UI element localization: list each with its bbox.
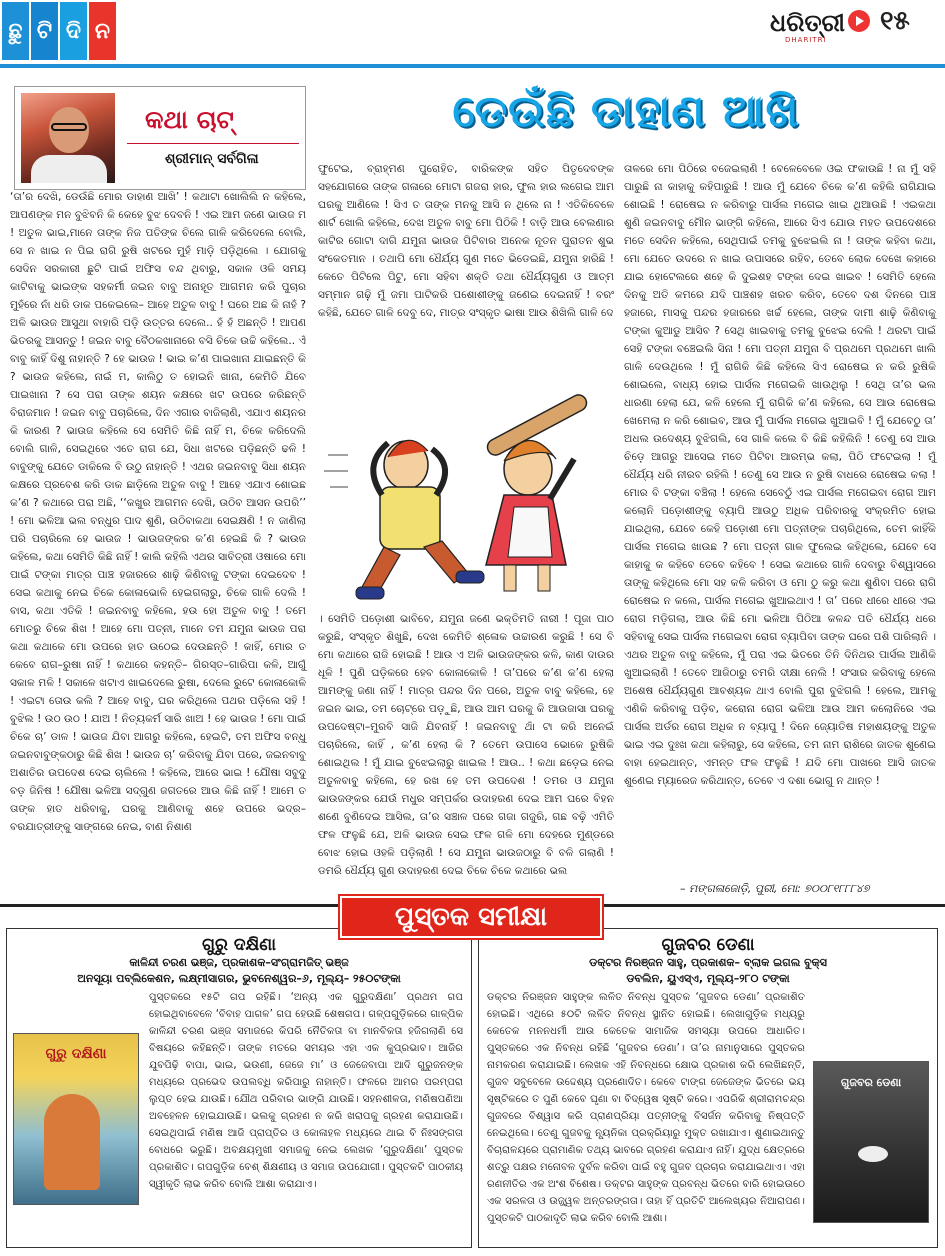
cover-title: ଗୁରୁ ଦକ୍ଷିଣା (45, 1046, 107, 1062)
book-meta-publisher: ଡବଲିନ, ୟୁଏସ୍‌ଏ, ମୂଲ୍ୟ–୨୮୦ ଟଙ୍କା (626, 972, 790, 985)
book-review-right (478, 928, 938, 1248)
book-meta-publisher: ଅନସୂୟା ପବ୍ଲିକେଶନ, ଲକ୍ଷ୍ମୀସାଗର, ଭୁବନେଶ୍ୱର–୬, ମୂଲ୍ୟ– ୨୫୦ଟଙ୍କା (77, 972, 401, 985)
brand-subtitle: DHARITRI (785, 36, 827, 44)
motion-lines (324, 455, 348, 487)
author-shirt (31, 155, 107, 183)
bird-icon (858, 1146, 888, 1162)
play-icon (848, 10, 870, 32)
column-divider (127, 143, 299, 144)
section-tile: ଟି (31, 2, 58, 60)
book-title: ଗୁଜବର ଡେଣା (661, 935, 755, 955)
angry-woman (486, 440, 574, 591)
author-glasses (51, 123, 87, 131)
book-review-left (6, 928, 472, 1248)
author-name: ଶ୍ରୀମାନ୍ ସର୍ବଗିଳା (165, 151, 259, 167)
review-text: ଡକ୍ଟର ନିରଞ୍ଜନ ସାହୁଙ୍କ ଲଳିତ ନିବନ୍ଧ ପୁସ୍ତକ ‘ଗୁଜବର ଡେଣା’ ପ୍ରକାଶିତ ହୋଇଛି। ଏଥିରେ ୫୦ଟି ଲଳିତ ନିବନ୍ଧ ସ୍ଥାନିତ ହୋଇଛି। ଲେଖାଗୁଡ଼ିକ ମଧ୍ୟରୁ କେତେକ ମନନଧର୍ମୀ ଆଉ କେତେକ ସାମାଜିକ ସମସ୍ୟା ଉପରେ ଆଧାରିତ। ପୁସ୍ତକରେ ଏକ ନିବନ୍ଧ ରହିଛି ‘ଗୁଜବର ଡେଣା’। ତା’ର ନାମାନୁସାରେ ପୁସ୍ତକର ନାମକରଣ କରାଯାଇଛି। ଲେଖକ ଏହି ନିବନ୍ଧରେ କ୍ଷୋଭ ପ୍ରକାଶ କରି ଲେଖିଛନ୍ତି, ଗୁଜବ ସବୁବେଳେ ଉଦ୍ଦେଶ୍ୟ ପ୍ରଣୋଦିତ। କେବେ ଟାଙ୍ଗ ଜେଜେଙ୍କ ଭିତରେ ଭୟ ସୃଷ୍ଟିକରେ ତ ପୁଣି କେବେ ଘୃଣା ବା ବିଦ୍ୱେଷ ସୃଷ୍ଟି କରେ। ଏପରିକି ଶ୍ରୀରାମଚନ୍ଦ୍ର ଗୁଜବରେ ବିଶ୍ୱାସ କରି ପ୍ରାଣପ୍ରିୟା ପତ୍ନୀଙ୍କୁ ବିସର୍ଜନ କରିବାକୁ ନିଷ୍ପତ୍ତି ନେଇଥିଲେ। ତେଣୁ ଗୁଜବକୁ ନ୍ୟୂନିକା ପ୍ରକ୍ରିୟାରୁ ମୁକ୍ତ ରଖାଯାଏ। ଶୁଣାଇଥାନ୍ତୁ ବିଚାରାଳୟରେ ପ୍ରାମାଣିକ ତଥ୍ୟ ଭାବରେ ଗ୍ରହଣ କରାଯାଏ ନାହିଁ। ଯୁଦ୍ଧ କ୍ଷେତ୍ରରେ ଶତ୍ରୁ ପକ୍ଷର ମନୋବଳ ଦୁର୍ବଳ କରିବା ପାଇଁ ବହୁ ଗୁଜବ ପ୍ରଚାର କରାଯାଇଥାଏ। ଏହା ରଣନୀତିର ଏକ ଅଂଶ ବିଶେଷ। ଡକ୍ଟର ସାହୁଙ୍କ ପ୍ରବନ୍ଧ ଭିତରେ ବାରି ହୋଇଉଠେ ଏକ ସରଳତା ଓ ଉଜ୍ଜ୍ୱଳ ଅନ୍ତରଙ୍ଗତା। ତାହା ହିଁ ପ୍ରତିଟି ଆଲେଖ୍ୟର ନିଆରାପଣ। ପୁସ୍ତକଟି ପାଠକାଦୃତି ଲାଭ କରିବ ବୋଲି ଆଶା। (487, 992, 805, 1224)
cartoon-illustration (318, 395, 614, 607)
cover-title: ଗୁଜବର ଡେଣା (840, 1076, 902, 1089)
fleeing-man (356, 440, 484, 599)
book-title: ଗୁରୁ ଦକ୍ଷିଣା (201, 935, 277, 955)
book-cover-image (13, 1033, 139, 1205)
column-name: କଥା ଚାଟ୍ (145, 105, 234, 134)
section-tile: ଦି (60, 2, 87, 60)
review-banner: ପୁସ୍ତକ ସମୀକ୍ଷା (340, 896, 602, 938)
article-column-2-top: ଫୁଟେଇ, ବ୍ରାହ୍ମଣ ପୁରୋହିତ, ବାରିକଙ୍କ ସହିତ ପିତୃଦେବଙ୍କ ସହଯୋଗରେ ତାଙ୍କ ଗଳାରେ ମୋଟା ଗଜରା ହାର, ଫୁଲ ହାର ଲଗେଇ ଆମ ଘରକୁ ଆଣିଲେ ! ସିଏ ତ ତାଙ୍କ ମନକୁ ଆସି ନ ଥିଲେ ନା ! ଏତିକିବେଳେ ଶାର୍ଟ ଖୋଲି କହିଲେ, ଦେଖ ଅତୁଳ ବାବୁ ମୋ ପିଠିକି ! ବାଡ଼ି ଆଉ ବେଲଣାର କାଟିର ଗୋଟା ଦାଗି ଯମୁନା ଭାଉଜ ପିଟିବାର ଅନେକ ନୂତନ ପୁରାତନ ଶୁଭ ସଂକେତମାନ । ତଥାପି ମୋ ଧୈର୍ଯ୍ୟ ଗୁଣ ମତେ ଭିଡେଇଛି, ଯମୁନା ହାରିଛି ! କେତେ ପିଟିଲେ ପିଟୁ, ମୋ ସହିବା ଶକ୍ତି ତଥା ଧୈର୍ଯ୍ୟଗୁଣ ଓ ଆତ୍ମ ସମ୍ମାନ ଗଢ଼ି ମୁଁ ଜମା ପାଟିକରି ପଶୋଶୀଙ୍କୁ ଜଣେଇ ଦେଇନାହିଁ ! ବରଂ କହିଛି, ଯେତେ ଗାଳି ଦେବୁ ଦେ, ମାତ୍ର ସଂସ୍କୃତ ଭାଷା ଆଉ ଶିଖିଲି ଗାଳି ଦେ (318, 163, 614, 319)
masthead (0, 0, 945, 64)
book-cover-image (813, 1061, 929, 1223)
author-photo (21, 93, 115, 183)
review-text: ପୁସ୍ତକରେ ୧୫ଟି ଗପ ରହିଛି। ‘ଅନ୍ୟ ଏକ ଗୁରୁଦକ୍ଷିଣା’ ପ୍ରଥମ ଗପ ହୋଇଥିବାବେଳେ ‘ବିବାହ ପାଗଳ’ ଗପ ହେଉଛି ଶେଷଗପ। ଗଳ୍ପଗୁଡ଼ିକରେ ଗାଳ୍ପିକ କାଳିନ୍ଦୀ ଚରଣ ଭଞ୍ଜ ସମାଜରେ କିପରି ନୈତିକତା ବା ମାନବିକତା ହଜିଗଲାଣି ସେ ବିଷୟରେ କହିଛନ୍ତି। ତାଙ୍କ ମତରେ ସମୟର ଏହା ଏକ କୁପ୍ରଭାବ। ଆଜିର ଯୁବପିଢ଼ି ବାପା, ଭାଇ, ଭଉଣୀ, ଜେଜେ ମା’ ଓ ଜେଜେବାପା ଆଦି ଗୁରୁଜନଙ୍କ ମଧ୍ୟରେ ପ୍ରଭେଦ ଉପଲବ୍ଧି କରିପାରୁ ନାହାନ୍ତି। ଫଳରେ ଆମର ପରମ୍ପରା ଲୁପ୍ତ ହେଇ ଯାଉଛି। ଯୌଥ ପରିବାର ଭାଙ୍ଗି ଯାଉଛି। ସହନଶୀଳତା, ମଣିଷପଣିଆ ଅବହେଳନ ହୋଇଯାଉଛି। ଭଲକୁ ଗ୍ରହଣ ନ କରି ଖରାପକୁ ଗ୍ରହଣ କରାଯାଉଛି। ସେଇଥିପାଇଁ ମଣିଷ ଆଜି ପ୍ରାପ୍ତିର ଓ କୋଳାହଳ ମଧ୍ୟରେ ଥାଇ ବି ନିଃସଙ୍ଗତା ବୋଧରେ ଭରୁଛି। ଅବକ୍ଷୟମୁଖୀ ସମାଜକୁ ନେଇ ଲେଖକ ‘ଗୁରୁଦକ୍ଷିଣା’ ପୁସ୍ତକ ପ୍ରକାଶିତ। ଗପଗୁଡ଼ିକ ବେଶ୍ ଶିକ୍ଷଣୀୟ ଓ ସମାଜ ଉପଯୋଗୀ। ପୁସ୍ତକଟି ପାଠକୀୟ ସ୍ୱୀକୃତି ଲାଭ କରିବ ବୋଲି ଆଶା କରାଯାଏ। (149, 992, 463, 1190)
headline: ଡେଉଁଛି ଡାହାଣ ଆଖି (452, 86, 800, 137)
article-column-3: ତାଳରେ ମୋ ପିଠିରେ ବଜେଇଲାଣି ! ବେଳେବେଳେ ଓଇ ଫକାଉଛି ! ନା ମୁଁ ସହି ପାରୁଛି ନା କାହାକୁ କହିପାରୁଛି ! ଆଉ ମୁଁ ଯେବେ ଚିକେ କ’ଣ କହିଲି ରାଗିଯାଇ ଶୋଇଛି ! ରୋଷେଇ ନ କରିବାରୁ ପାର୍ସଲ ମଗେଇ ଖାଇ ଥିଆଉଛି ! ଏଇକଥା ଶୁଣି ଜଇନବାବୁ ମୌନ ଭାଙ୍ଗି କହିଲେ, ଆରେ ସିଏ ଯୋଉ ମହତ ଉପଦେଶରେ ମତେ ସେଦିନ କହିଲେ, ସେଥିପାଇଁ ତମକୁ ବୁଝେଇଲି ନା ! ତାଙ୍କ କହିବା କଥା, ମୋ ଯେତେ ଉଦରେ ନ ଖାଇ ଉପାସରେ ରହିବ, ତେବେ ଲୋକ ଦେଖେ କହାରେ ଯାଇ ହୋଟେଲରେ ଶହେ କି ଦୁଇଶହ ଟଙ୍କା ଦେଇ ଖାଇବ ! ସେମିତି ହେଲେ ଦିନକୁ ଅତି କମରେ ଯଦି ପାଞ୍ଚଶହ ଖରଚ କରିବ, ତେବେ ଦଶ ଦିନରେ ପାଞ୍ଚ ହଜାରେ, ମାସକୁ ପନ୍ଦର ହଜାରରେ ଖର୍ଚ୍ଚ ହେଲେ, ତାଙ୍କ ଦାମୀ ଶାଢ଼ି କିଣିବାକୁ ଟଙ୍କା କୁଆଡୁ ଆସିବ ? ସେଥି ଖାଇବାକୁ ତମକୁ ବୁଝେଇ ଦେଲି ! ଥରଟା ପାଇଁ ସେହି ଟଙ୍କା ବଞ୍ଚେଇଲି ସିନା ! ମୋ ପତ୍ନୀ ଯମୁନା ବି ପ୍ରଥମେ ପ୍ରଥମେ ଖାଲି ଗାଳି ଦେଉଥିଲେ ! ମୁଁ ରାଗିକି କିଛି କହିଲେ ସିଏ ରୋଷେଇ ନ କରି ରୁଷିକି ଶୋଇଲେ, ବାଧ୍ୟ ହୋଇ ପାର୍ସଲ ମଗେଇକି ଖାଉଥିଲୁ ! ସେଥି ତା’ର ଭଲ ଧାରଣା ହେଲା ଯେ, କଳି ହେଲେ ମୁଁ ରାଗିକି କ’ଣ କହିଲେ, ସେ ଆଉ ରୋଷେଇ ଖେମେଲା ନ କରି ଶୋଇବ, ଆଉ ମୁଁ ପାର୍ସଲ ମଗେଇ ଖୁଆଇବି ! ମୁଁ ଯେବେଠୁ ତା’ ଅଧଲ ଉଦେଶ୍ୟ ବୁଝିଗଲି, ସେ ଗାଳି କଲେ ବି କିଛି କହିଲିନି ! ତେଣୁ ସେ ଆଉ ଚିଡ଼େ ଆଗରୁ ଆସେଇ ମତେ ପିଟିବା ଆରମ୍ଭ କଲା, ପିଠି ଫଟେଇଲା ! ମୁଁ ଧୈର୍ଯ୍ୟ ଧରି ନୀରବ ରହିଲି ! ତେଣୁ ସେ ଆଉ ନ ରୁଷି ବାଧରେ ରୋଷେଇ କଲା ! ମୋର ବି ଟଙ୍କା ବଞ୍ଚିଲା ! ହେଲେ ସେବେଠୁଁ ଏଇ ପାର୍ସଲ ମଗେଇବା ରୋଗ ଆମ କଲୋନି ପଡ଼ୋଶୀଙ୍କୁ ବ୍ୟାପି ଆଉଠୁ ଅଧିକ ପରିବାରକୁ ସଂକ୍ରମିତ ହୋଇ ଯାଇଥିଲା, ଯେବେ କେହି ପଡ଼ୋଶୀ ମୋ ପତ୍ନୀଙ୍କ ପଚାରିଥିଲେ, ତେମ କାହିଁକି ପାର୍ସଲ ମଗେଇ ଖାଉଛ ? ମୋ ପତ୍ନୀ ଗାଳ ଫୁଲେଇ କହିଥିଲେ, ଯେବେ ସେ କାହାକୁ କ କହିବେ ତେବେ କହିବେ ! ସେଇ କଥାରେ ଗାଳି ଦେବାରୁ ବିଶ୍ୱାସରେ ତାଙ୍କୁ କହିଥିଲେ ମୋ ସହ କଳି କରିବା ଓ ମୋ ଠୁ କରୁ କଥା ଶୁଣିବା ପରେ ରାଗି ରୋଷେଇ ନ କଲେ, ପାର୍ସଲ ମଗେଇ ଖୁଆଇଥାଏ ! ତା’ ପରେ ଧୀରେ ଧୀରେ ଏଇ ରୋଗ ମଡ଼ିଗଲା, ଆଉ କିଛି ମୋ ଭଳିଆ ପିଠିଆ କଳନ୍ଦ ପତି ଧୈର୍ଯ୍ୟ ଧରେ ସହିବାକୁ ସେଇ ପାର୍ସଲ ମଗେଇବା ରୋଗ ବ୍ୟାପିବା ତାଙ୍କ ଘରେ ପଶି ପାରିଲାନି । ଏଥର ଅତୁଳ ବାବୁ କହିଲେ, ମୁଁ ପରା ଏଇ ଭିତରେ ତିନି ଦିନିଥର ପାର୍ସଲ ଆଣିକି ଖୁଆଇଲାଣି ! ତେବେ ଆଜିଠାରୁ ଚମରି ଦୀକ୍ଷା ନେଲି ! ସଂସାର କରିବାକୁ ହେଲେ ଅଶେଷ ଧୈର୍ଯ୍ୟଗୁଣ ଆବଶ୍ୟକ ଥାଏ ବୋଲି ପୁରା ବୁଝିଗଲି ! ହେଲେ, ଆମକୁ ଏଣିକି କରିବାକୁ ପଡ଼ିବ, କରୋନା ରୋଗ ଭଳିଆ ଆଉ ଆମ କଲୋନିରେ ଏଇ ପାର୍ସଲ ଅର୍ଡର ରୋଗ ଅଧିକ ନ ବ୍ୟାପୁ ! ଦିନେ ଜ୍ୟୋତିଷ ମହାଶୟଙ୍କୁ ଅତୁଳ ଭାଇ ଏଇ ଦୁଃଖ କଥା କହିଲାରୁ, ସେ କହିଲେ, ତମ ନାମ ରାଶିରେ ଜାତକ ଶୁଣେଇ ବାହା ହେଇଥାନ୍ତ, ଏମନ୍ତ ଫଳ ଫଳୁଛି ! ଯଦି ମୋ ପାଖରେ ଆସି ଜାତକ ଶୁଣେଇ ମ୍ୟାରେଜ କରିଥାନ୍ତ, ତେବେ ଏ ଦଶା ଭୋଗୁ ନ ଥାନ୍ତ ! (624, 163, 936, 787)
book-meta-author: କାଳିନ୍ଦୀ ଚରଣ ଭଞ୍ଜ, ପ୍ରକାଶକ–ସଂଗ୍ରାମଜିତ୍ ଭଞ୍ଜ (129, 956, 349, 969)
cover-figure (44, 1094, 100, 1190)
column-header (14, 86, 306, 190)
article-column-1: ‘ତା’ର ଦେଖି, ଡେଉଁଛି ମୋର ଡାହାଣ ଆଖି’ ! କଥାଟା ଖୋଲିଲି ନ କହିଲେ, ଆପଣଙ୍କ ମନ ବୁଝିବନି କି କେହେ ବୁଝ ଦେବନି ! ଏଇ ଆମ ଜଣେ ଭାଉଜ ମ ! ଅତୁଳ ଭାଇ,ମାନେ ତାଙ୍କ ନିଜ ପତିଙ୍କ ଚିଲେ ଗାଳି କରିଦେଲେ ବୋଲି, ସେ ନ ଖାଇ ନ ପିଇ ରାଗି ରୁଷି ଖଟରେ ମୁହଁ ମାଡ଼ି ପଡ଼ିଥିଲେ । ଯୋଗକୁ ସେଦିନ ସରକାରୀ ଛୁଟି ପାଇଁ ଅଫିସ ବନ୍ଦ ଥିବାରୁ, ସକାଳ ଓଳି ସମୟ କାଟିବାକୁ ଭାଇଙ୍କ ସହକର୍ମୀ ଜଇନ ବାବୁ ଅନାହୂତ ଆଗମନ କରି ପୁଚାର ମୁହଁରେ ନାଁ ଧରି ଡାକ ପକେଇଲେ– ଆହେ ଅତୁଳ ବାବୁ ! ଘରେ ଅଛ କି ନାହଁ ? ଅଳି ଭାଉଜ ଆସୁଥା ବାହାରି ପଡ଼ି ଉତ୍ତର ଦେଲେ.. ହଁ ହଁ ଅଛନ୍ତି ! ଆପଣ ଭିତରକୁ ଆସନ୍ତୁ ! ଜଇନ ବାବୁ ବୈଠକଖାନାରେ ବସି ଚିକେ ଉଚ୍ଚି କହିଲେ.. ଏଁ ବାବୁ କାହିଁ ଦିଶୁ ନାହାନ୍ତି ? ହେ ଭାଉଜ ! ଭାଇ କ’ଣ ପାଇଖାନା ଯାଇଛନ୍ତି କି ? ଭାଉଜ କହିଲେ, ନାଇଁ ମ, କାଲିଠୁ ତ ହୋଇନି ଖାନା, କେମିତି ଯିବେ ପାଇଖାନା ? ସେ ପରା ତାଙ୍କ ଶୟନ କକ୍ଷରେ ଖଟ ଉପରେ କରିଛନ୍ତି ବିରାଜମାନ ! ଜଇନ ବାବୁ ପଚାରିଲେ, ଦିନ ଏଗାର ବାଜିଲାଣି, ଏଯାଏ ଶୟନର କି କାରଣ ? ଭାଉଜ କହିଲେ ସେ ସେମିତି କିଛି ନାହିଁ ମ, ଚିକେ କରିଦେଲି ବୋଲି ଗାଳି, ସେଇଥିରେ ଏତେ ରାଗ ଯେ, ସିଧା ଖଟରେ ପଡ଼ିଛନ୍ତି ଢଳି ! ବାବୁଙ୍କୁ ଯେତେ ଡାକିଲେ ବି ଉଠୁ ନାହାନ୍ତି ! ଏଥର ଜଇନବାବୁ ସିଧା ଶୟନ କକ୍ଷରେ ପ୍ରବେଶ କରି ଡାକ ଛାଡ଼ିଲେ ଅତୁଳ ବାବୁ ! ଆହେ ଏଯାଏ ଶୋଇଛ କ’ଣ ? କଥାରେ ପରା ଅଛି, ‘‘କଖୁର ଆଗମନ ଦେଖି, ଉଠିବ ଆସନ ଉପରି’’ ! ମୋ ଭଳିଆ ଭଲ ବନ୍ଧୁର ପାଦ ଶୁଣି, ଉଠିବାକଥା ସେଇକ୍ଷଣି ! ନ ଜାଣିଲା ପରି ପଚାରିଲେ ହେ ଭାଉଜ ! ଭାଉଜଙ୍କର କ’ଣ ହେଇଛି କି ? ଭାଉଜ କହିଲେ, କଥା ସେମିତି କିଛି ନାହିଁ ! କାଲି କହିଲି ଏଥର ସାବିତ୍ରୀ ଓଷାରେ ମୋ ପାଇଁ ଟଙ୍କା ମାତ୍ର ପାଞ୍ଚ ହଜାରରେ ଶାଢ଼ି କିଣିବାକୁ ଟଙ୍କା ଦେଇଦେବ ! ସେଇ କଥାକୁ ନେଇ ଚିକେ କୋଳାଭୋଳି ହେଇଗଲାରୁ, ଚିକେ ଗାଳି ଦେଲି ! ବାସ, କଥା ଏତିକି ! ଜଇନବାବୁ କହିଲେ, ହଉ ହୋ ଅତୁଳ ବାବୁ ! ତମେ ମୋତରୁ ଚିକେ ଶିଖ ! ଆହେ ମୋ ପତ୍ନୀ, ମାନେ ତମ ଯମୁନା ଭାଉଜ ପରା କଥା କଥାକେ ମୋ ଉପରେ ହାତ ଉଠେଇ ଦେଉଛନ୍ତି ! କାହିଁ, ମୋର ତ କେବେ ରାଗ–ରୁଷା ନାହିଁ ! କଥାରେ କହନ୍ତି– ଗିରସ୍ତ–ଗାରିପା କଳି, ଆଗୁଁ ସକାଳ ମଳି ! ସକାଳେ ଖଟାଏ ଖାଇଦେଲେ ରୁଷା, ଦେଲେ ରୁଟେ କୋଳାକୋଳି ! ଏଇଟା ତୋଉ କଲି ? ଆହେ ବାବୁ, ଘର କରିଥିଲେ ପଥର ପଡ଼ିଲେ ସହି ! ବୁଝିଲ ! ଉଠ ଉଠ ! ଯାଅ ! ନିତ୍ୟକର୍ମ ସାରି ଖାଅ ! ହେ ଭାଉଜ ! ମୋ ପାଇଁ ଚିକେ ଚା’ ଡାଳ ! ଭାଉଜ ଯିବା ଆଗରୁ କହିଲେ, ହେଇଟି, ତମ ଅଫିସ ବନ୍ଧୁ ଜଇନବାବୁଙ୍କଠାରୁ କିଛି ଶିଖ ! ଭାଉଜ ଚା’ କରିବାକୁ ଯିବା ପରେ, ଜଇନବାବୁ ଅଶାତିର ଉପଦେଶ ଦେଇ ଚାଲିଲେ ! କହିଲେ, ଆରେ ଭାଇ ! ଯୌଷା ସବୁଦୁ ବଡ଼ ଜିନିଷ ! ଯୌଷା ଭଳିଆ ସଦ୍‌ଗୁଣ ଜଗତରେ ଆଉ କିଛି ନାହିଁ ! ଆମେ ତ ତାଙ୍କ ହାତ ଧରିବାକୁ, ଘରକୁ ଆଣିବାକୁ ଶହେ ଉପରେ ଭଦ୍ର–ବରଯାତ୍ରୀଙ୍କୁ ସାଙ୍ଗରେ ନେଇ, ବାଣ ନିଶାଣ (10, 191, 306, 833)
masthead-rule (0, 64, 945, 68)
section-tiles (2, 2, 116, 60)
section-tile: ନ (89, 2, 116, 60)
author-signoff: – ମଙ୍ଗଳାଜୋଡ଼ି, ପୁରୀ, ମୋ: ୭୦୦୮୧୮୮୮୪୭ (680, 882, 870, 895)
article-column-2-bottom: । ସେମିତି ପଡ଼ୋଶୀ ଭାବିବେ, ଯମୁନା ଜଣେ ଭକ୍ତିମତି ନାରୀ ! ପୂଜା ପାଠ କରୁଛି, ସଂସ୍କୃତ ଶିଖୁଛି, ଦେଖ କେମିତି ଶ୍ଳୋକ ଉଚ୍ଚାରଣ କରୁଛି ! ସେ ବି ମୋ କଥାରେ ରାଜି ହୋଇଛି ! ଆଉ ଏ ଅଳି ଭାଉଜଙ୍କର କଳି, କାଣ ଦାଉର ଧୂଳି ! ପୁଣି ଘଡ଼ିକରେ ହେବ କୋଳାକୋଳି ! ତା’ପରେ କ’ଣ କ’ଣ ହେଲା ଆମଙ୍କୁ ଜଣା ନାହିଁ ! ମାତ୍ର ପନ୍ଦର ଦିନ ପରେ, ଅତୁଳ ବାବୁ କହିଲେ, ହେ ଜଇନ ଭାଇ, ତମ ଚୋଟ୍‌ରେ ପଡ଼ୁଛି, ଆଉ ଆମ ଘରକୁ କି ଆଉଜାସା ଘରକୁ ଉପଦେଷ୍ଟା–ମୁରବି ସାଜି ଯିବନାହିଁ ! ଜଇନବାବୁ ଥାଁ ଟା କରି ଅନେଇଁ ପଚାରିଲେ, କାହିଁ , କ’ଣ ହେଲା କି ? ତେମେ ଉପାସେ ଭୋକେ ରୁଷିକି ଶୋଇଥିଲ ! ମୁଁ ଯାଇ ବୁଝେଇଲାରୁ ଖାଇଲ ! ଆଉ.. ! କଥା ଛଡ଼େଇ ନେଇ ଅତୁଳବାବୁ କହିଲେ, ହେ ରଖ ହେ ତମ ଉପଦେଶ ! ତମର ଓ ଯମୁନା ଭାଉଜଙ୍କର ଯେଉଁ ମଧୁର ସମ୍ପର୍କର ଉଦାହରଣ ଦେଇ ଆମ ଘରେ ବିହନ ଶଣେ ବୁଣିଦେଇ ଆସିଲ, ତା’ର ସଞ୍ଚାଳ ପରେ ଗଜା ଗଜୁରି, ଗଛ ବଢ଼ି ଏମିତି ଫଳ ଫଳୁଛି ଯେ, ଅଳି ଭାଉଜ ସେଇ ଫଳ ଗଳି ମୋ ଦେହରେ ମୁଣ୍ଡରେ ବୋଝ ହୋଇ ଓହଳି ପଡ଼ିଲାଣି ! ସେ ଯମୁନା ଭାଉଜଠାରୁ ବି ବଳି ଗଲାଣି ! ଡମରି ଧୈର୍ଯ୍ୟ ଗୁଣ ଉଦାହରଣ ଦେଇ ଚିକେ ଚିକେ କଥାରେ ଭଲ (318, 613, 614, 877)
page-number: ୧୫ (880, 6, 910, 36)
brand-logo: ଧରିତ୍ରୀ (770, 8, 845, 37)
book-meta-author: ଡକ୍ଟର ନିରଞ୍ଜନ ସାହୁ, ପ୍ରକାଶକ– ବ୍ଲାକ ଇଗଲ ବୁକ୍ସ (589, 956, 827, 969)
section-tile: ଛୁ (2, 2, 29, 60)
